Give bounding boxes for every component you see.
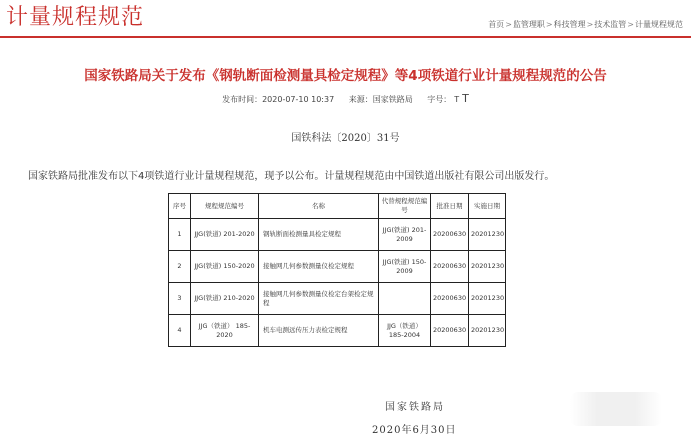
breadcrumb-separator: > (505, 20, 512, 29)
signature-organization: 国家铁路局 (385, 402, 445, 413)
table-row (169, 219, 506, 251)
breadcrumb-current: 计量规程规范 (635, 20, 683, 29)
cell-approve-date: 20200630 (431, 315, 469, 347)
cell-impl-date: 20201230 (469, 283, 506, 315)
cell-impl-date: 20201230 (469, 315, 506, 347)
document-number: 国铁科法〔2020〕31号 (291, 133, 400, 144)
font-size-label: 字号： (427, 95, 452, 104)
cell-seq: 3 (169, 283, 191, 315)
cell-seq: 2 (169, 251, 191, 283)
table-row (169, 315, 506, 347)
article-title: 国家铁路局关于发布《钢轨断面检测量具检定规程》等4项铁道行业计量规程规范的公告 (84, 68, 607, 84)
breadcrumb-separator: > (586, 20, 594, 29)
cell-impl-date: 20201230 (469, 251, 506, 283)
cell-code: JJG(铁道) 210-2020 (191, 283, 259, 315)
cell-replaced: JJG(铁道) 201-2009 (379, 219, 431, 251)
cell-code: JJG（铁道） 185-2020 (191, 315, 259, 347)
font-large-button[interactable]: T (462, 92, 469, 105)
header-impl-date: 实施日期 (469, 194, 506, 219)
breadcrumb-separator: > (545, 20, 553, 29)
font-size-control (427, 92, 469, 105)
cell-seq: 1 (169, 219, 191, 251)
breadcrumb-separator: > (627, 20, 634, 29)
breadcrumb-tech-supervision[interactable]: 技术监管 (594, 20, 627, 29)
standards-table (168, 193, 506, 347)
cell-approve-date: 20200630 (431, 219, 469, 251)
publish-time: 发布时间：2020-07-10 10:37 (222, 95, 335, 104)
page-header (0, 0, 691, 38)
article-source: 来源：国家铁路局 (348, 95, 413, 104)
header-name: 名称 (259, 194, 379, 219)
cell-seq: 4 (169, 315, 191, 347)
cell-name: 钢轨断面检测量具检定规程 (259, 219, 379, 251)
cell-name: 接触网几何参数测量仪检定台架检定规程 (259, 283, 379, 315)
cell-impl-date: 20201230 (469, 219, 506, 251)
cell-name: 接触网几何参数测量仪检定规程 (259, 251, 379, 283)
header-code: 规程规范编号 (191, 194, 259, 219)
article-meta (0, 93, 691, 106)
cell-name: 机车电测远传压力表检定规程 (259, 315, 379, 347)
breadcrumb-home[interactable]: 首页 (488, 20, 505, 29)
font-small-button[interactable]: T (454, 95, 460, 104)
header-seq: 序号 (169, 194, 191, 219)
cell-approve-date: 20200630 (431, 283, 469, 315)
body-paragraph: 国家铁路局批准发布以下4项铁道行业计量规程规范，现予以公布。计量规程规范由中国铁道出版社有限公司出版发行。 (28, 171, 555, 182)
blurred-region (570, 392, 662, 426)
breadcrumb-supervision[interactable]: 监管理职 (512, 20, 545, 29)
site-title: 计量规程规范 (6, 5, 145, 30)
header-replaced: 代替规程规范编号 (379, 194, 431, 219)
breadcrumb (488, 20, 683, 30)
cell-replaced: JJG(铁道) 150-2009 (379, 251, 431, 283)
cell-replaced (379, 283, 431, 315)
breadcrumb-tech-management[interactable]: 科技管理 (553, 20, 586, 29)
table-row (169, 251, 506, 283)
table-row (169, 283, 506, 315)
signature-date: 2020年6月30日 (372, 425, 457, 436)
cell-code: JJG(铁道) 201-2020 (191, 219, 259, 251)
cell-approve-date: 20200630 (431, 251, 469, 283)
cell-code: JJG(铁道) 150-2020 (191, 251, 259, 283)
cell-replaced: JJG（铁道） 185-2004 (379, 315, 431, 347)
table-header-row (169, 194, 506, 219)
header-approve-date: 批准日期 (431, 194, 469, 219)
